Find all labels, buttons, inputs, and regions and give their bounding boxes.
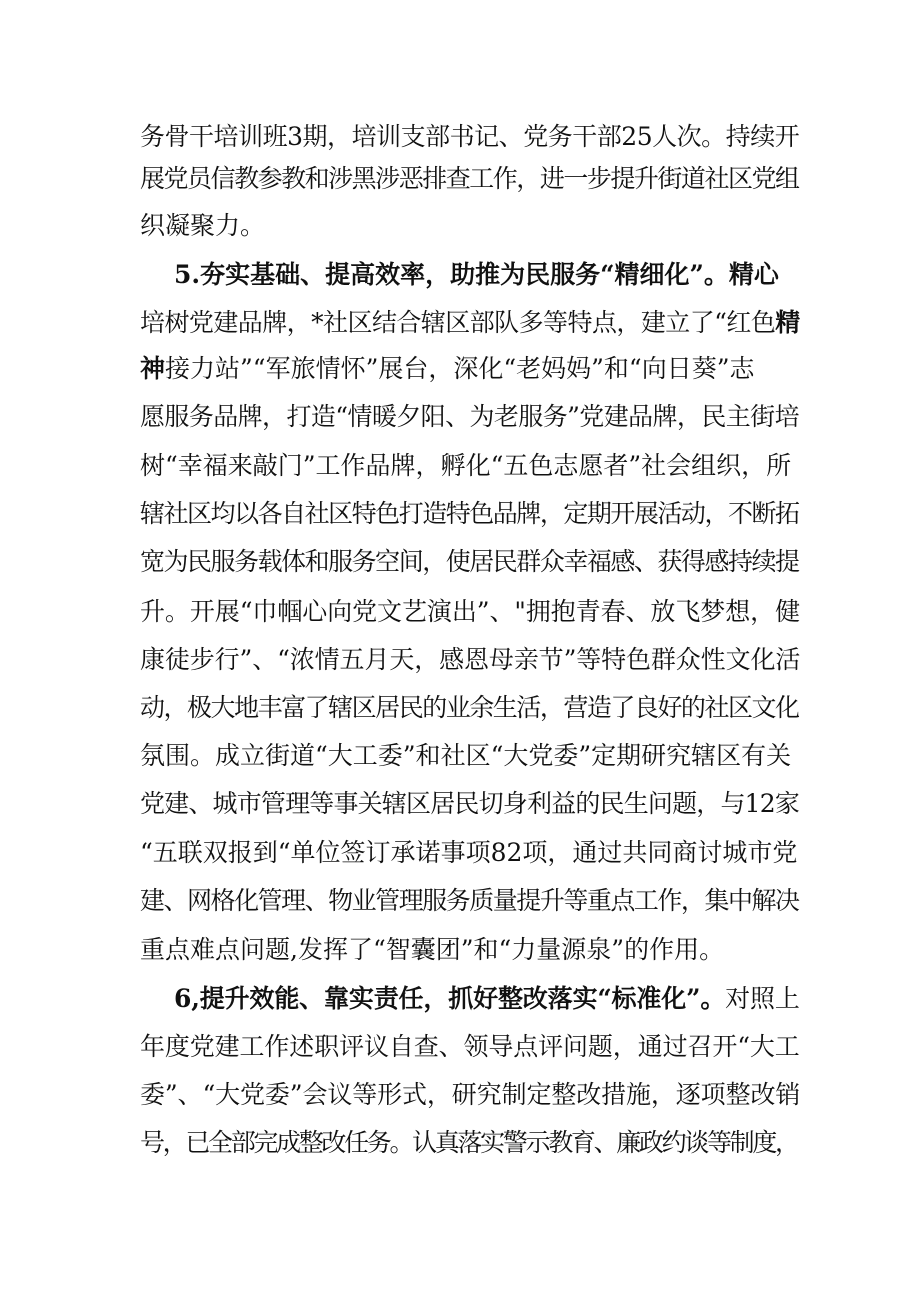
text-line xyxy=(140,494,800,534)
text-line xyxy=(140,881,800,921)
text-line xyxy=(140,303,800,343)
text-run: “五联双报到“单位签订承诺事项82项，通过共同商讨城市党 xyxy=(140,838,798,867)
text-line xyxy=(140,736,800,776)
text-run: 党建、城市管理等事关辖区居民切身利益的民生问题，与12家 xyxy=(140,789,799,818)
text-run: 织凝聚力。 xyxy=(140,211,266,240)
text-line xyxy=(140,930,800,970)
text-line xyxy=(140,542,800,582)
text-line xyxy=(140,640,800,680)
text-line xyxy=(140,159,800,199)
text-run: 愿服务品牌，打造“情暖夕阳、为老服务”党建品牌，民主街培 xyxy=(140,402,799,431)
text-run: 委”、“大党委”会议等形式，研究制定整改措施，逐项整改销 xyxy=(140,1080,800,1109)
text-run: 动，极大地丰富了辖区居民的业余生活，营造了良好的社区文化 xyxy=(140,693,799,722)
text-run: 务骨干培训班3期，培训支部书记、党务干部25人次。持续开 xyxy=(140,122,800,151)
text-line xyxy=(140,397,800,437)
text-line xyxy=(140,206,800,246)
text-line xyxy=(140,1027,800,1067)
text-run: 培树党建品牌，*社区结合辖区部队多等特点，建立了“红色 xyxy=(140,308,776,337)
text-line xyxy=(140,688,800,728)
text-run: 辖社区均以各自社区特色打造特色品牌，定期开展活动，不断拓 xyxy=(140,499,799,528)
text-run: 氛围。成立街道“大工委”和社区“大党委”定期研究辖区有关 xyxy=(140,741,792,770)
text-line xyxy=(140,784,800,824)
section-heading-5 xyxy=(174,255,800,295)
text-line xyxy=(140,446,800,486)
text-run: 5.夯实基础、提高效率，助推为民服务“精细化”。精心 xyxy=(174,260,779,289)
text-line xyxy=(140,592,800,632)
text-run: 升。开展“巾帼心向党文艺演出”、"拥抱青春、放飞梦想，健 xyxy=(140,597,800,626)
text-run: 神 xyxy=(140,354,166,383)
text-run: 建、网格化管理、物业管理服务质量提升等重点工作，集中解决 xyxy=(140,886,799,915)
text-line xyxy=(140,1123,800,1163)
text-run: 精 xyxy=(775,308,800,337)
text-run: 康徒步行”、“浓情五月天，感恩母亲节”等特色群众性文化活 xyxy=(140,645,800,674)
text-run: 6,提升效能、靠实责任，抓好整改落实“标准化”。 xyxy=(174,984,726,1013)
text-run: 宽为民服务载体和服务空间，使居民群众幸福感、获得感持续提 xyxy=(140,547,799,576)
text-run: 对照上 xyxy=(725,984,800,1013)
text-run: 展党员信教参教和涉黑涉恶排查工作，进一步提升街道社区党组 xyxy=(140,164,799,193)
text-line xyxy=(140,117,800,157)
text-line xyxy=(140,1075,800,1115)
text-run: 树“幸福来敲门”工作品牌，孵化“五色志愿者”社会组织，所 xyxy=(140,451,792,480)
text-run: 接力站”“军旅情怀”展台，深化“老妈妈”和“向日葵”志 xyxy=(165,354,755,383)
text-run: 号，已全部完成整改任务。认真落实警示教育、廉政约谈等制度， xyxy=(140,1128,798,1157)
text-run: 年度党建工作述职评议自查、领导点评问题，通过召开“大工 xyxy=(140,1032,800,1061)
text-run: 重点难点问题,发挥了“智囊团”和“力量源泉”的作用。 xyxy=(140,935,725,964)
text-line xyxy=(140,833,800,873)
text-line xyxy=(140,349,800,389)
section-heading-6 xyxy=(174,979,800,1019)
